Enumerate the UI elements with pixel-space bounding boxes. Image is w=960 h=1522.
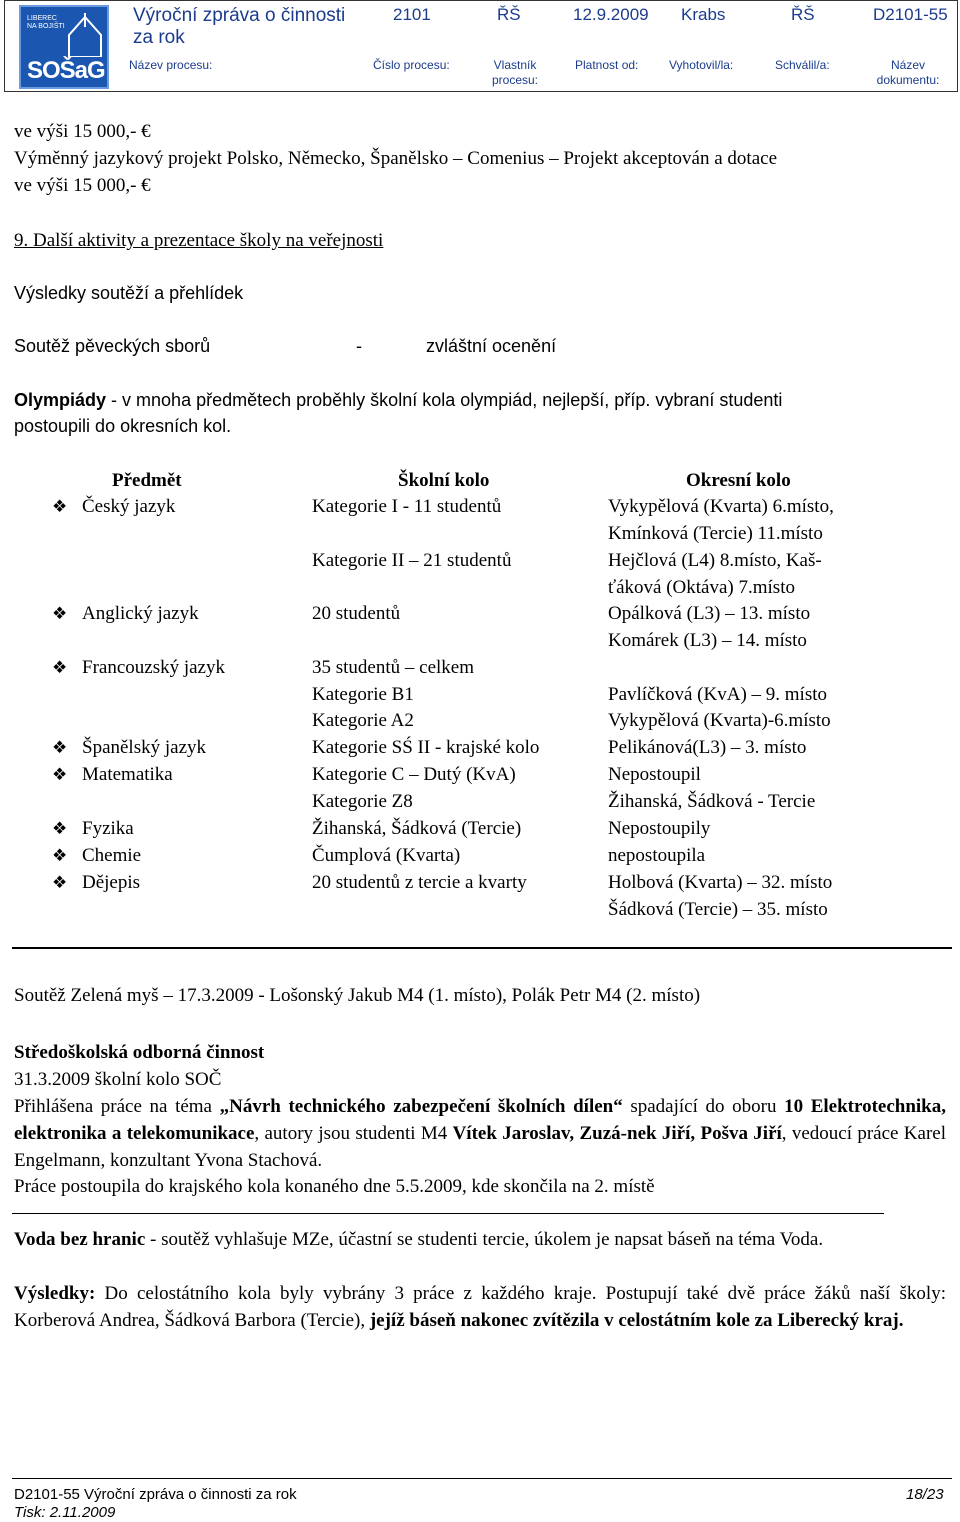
header-valid-from: 12.9.2009 <box>573 5 649 24</box>
table-cell-district: Šádková (Tercie) – 35. místo <box>608 899 828 920</box>
table-cell-school: Kategorie B1 <box>312 684 414 705</box>
soc-heading: Středoškolská odborná činnost <box>14 1042 265 1063</box>
table-cell-district: Žihanská, Šádková - Tercie <box>608 791 816 812</box>
col-district-header: Okresní kolo <box>686 470 791 491</box>
table-cell-school: Kategorie C – Dutý (KvA) <box>312 764 516 785</box>
school-logo <box>19 5 109 89</box>
olympiad-line-1 <box>14 387 782 414</box>
table-cell-district: Komárek (L3) – 14. místo <box>608 630 807 651</box>
diamond-bullet-icon: ❖ <box>52 604 68 623</box>
voda-results-label: Výsledky: <box>14 1283 96 1304</box>
logo-caption: LIBEREC NA BOJIŠTI <box>27 15 65 30</box>
table-cell-district: Holbová (Kvarta) – 32. místo <box>608 872 833 893</box>
soc-field: 10 Elektrotechnika, elektronika a telekomunikace <box>14 1096 946 1144</box>
soc-date-line: 31.3.2009 školní kolo SOČ <box>14 1069 222 1090</box>
soc-text-2: spadající do oboru <box>622 1096 785 1117</box>
document-header <box>4 0 958 92</box>
table-cell-school: 35 studentů – celkem <box>312 657 474 678</box>
label-process-number: Číslo procesu: <box>373 58 450 72</box>
results-heading: Výsledky soutěží a přehlídek <box>14 283 244 303</box>
diamond-bullet-icon: ❖ <box>52 658 68 677</box>
col-subject-header: Předmět <box>112 470 182 491</box>
table-cell-subject: Matematika <box>82 764 173 785</box>
label-valid-from: Platnost od: <box>575 58 639 72</box>
choir-award: zvláštní ocenění <box>426 336 557 356</box>
voda-paragraph <box>14 1226 946 1253</box>
header-prepared-by: Krabs <box>681 5 726 24</box>
header-owner: ŘŠ <box>497 5 521 24</box>
logo-church-icon <box>65 13 105 57</box>
label-owner: Vlastník procesu: <box>491 58 539 87</box>
section-9-heading: 9. Další aktivity a prezentace školy na veřejnosti <box>14 230 384 251</box>
soc-authors: Vítek Jaroslav, Zuzá-nek Jiří, Pošva Jiří <box>452 1123 782 1144</box>
table-cell-district: Vykypělová (Kvarta)-6.místo <box>608 710 831 731</box>
table-cell-subject: Anglický jazyk <box>82 603 199 624</box>
table-cell-district: Pavlíčková (KvA) – 9. místo <box>608 684 828 705</box>
soc-final-line: Práce postoupila do krajského kola konaného dne 5.5.2009, kde skončila na 2. místě <box>14 1176 655 1197</box>
table-cell-district: Pelikánová(L3) – 3. místo <box>608 737 807 758</box>
choir-dash: - <box>356 336 362 356</box>
diamond-bullet-icon: ❖ <box>52 497 68 516</box>
olympiad-text: - v mnoha předmětech proběhly školní kola olympiád, nejlepší, příp. vybraní studenti <box>111 390 783 410</box>
col-school-header: Školní kolo <box>398 470 490 491</box>
diamond-bullet-icon: ❖ <box>52 846 68 865</box>
table-cell-district: Nepostoupily <box>608 818 711 839</box>
intro-line-1: ve výši 15 000,- € <box>14 121 151 142</box>
diamond-bullet-icon: ❖ <box>52 738 68 757</box>
label-process-name: Název procesu: <box>129 58 213 72</box>
table-cell-district: nepostoupila <box>608 845 706 866</box>
soc-paragraph <box>14 1093 946 1174</box>
intro-line-3: ve výši 15 000,- € <box>14 175 151 196</box>
table-cell-district: Opálková (L3) – 13. místo <box>608 603 811 624</box>
voda-title: Voda bez hranic <box>14 1229 146 1250</box>
soc-text-1: Přihlášena práce na téma <box>14 1096 220 1117</box>
table-cell-district: Vykypělová (Kvarta) 6.místo, <box>608 496 834 517</box>
intro-line-2: Výměnný jazykový projekt Polsko, Německo, Španělsko – Comenius – Projekt akceptován a dotace <box>14 148 778 169</box>
label-prepared-by: Vyhotovil/la: <box>669 58 734 72</box>
zelena-mys-line: Soutěž Zelená myš – 17.3.2009 - Lošonský Jakub M4 (1. místo), Polák Petr M4 (2. místo) <box>14 985 701 1006</box>
footer-doc-name: D2101-55 Výroční zpráva o činnosti za rok <box>14 1486 297 1503</box>
table-cell-subject: Dějepis <box>82 872 141 893</box>
choir-competition: Soutěž pěveckých sborů <box>14 336 211 356</box>
table-cell-district: Hejčlová (L4) 8.místo, Kaš- <box>608 550 822 571</box>
table-cell-subject: Francouzský jazyk <box>82 657 225 678</box>
diamond-bullet-icon: ❖ <box>52 819 68 838</box>
table-cell-district: Nepostoupil <box>608 764 701 785</box>
soc-text-4: , vedoucí práce Karel Engelmann, konzultant Yvona Stachová. <box>14 1123 946 1171</box>
table-cell-subject: Chemie <box>82 845 142 866</box>
voda-text: - soutěž vyhlašuje MZe, účastní se studenti tercie, úkolem je napsat báseň na téma Voda. <box>145 1229 824 1250</box>
footer-print-date: Tisk: 2.11.2009 <box>14 1504 116 1521</box>
footer-page-number: 18/23 <box>906 1486 944 1503</box>
header-doc-name: D2101-55 <box>873 5 948 24</box>
table-cell-school: Žihanská, Šádková (Tercie) <box>312 818 522 839</box>
logo-brand: SOŠaG <box>27 57 105 84</box>
table-cell-subject: Český jazyk <box>82 496 176 517</box>
divider <box>12 947 952 949</box>
table-cell-school: Kategorie II – 21 studentů <box>312 550 512 571</box>
table-cell-school: 20 studentů z tercie a kvarty <box>312 872 527 893</box>
label-doc-name: Název dokumentu: <box>876 58 940 87</box>
diamond-bullet-icon: ❖ <box>52 765 68 784</box>
label-approved-by: Schválil/a: <box>775 58 830 72</box>
header-process-number: 2101 <box>393 5 431 24</box>
table-cell-school: Kategorie SŚ II - krajské kolo <box>312 737 540 758</box>
table-cell-district: Kmínková (Tercie) 11.místo <box>608 523 823 544</box>
table-cell-school: Kategorie I - 11 studentů <box>312 496 502 517</box>
table-cell-school: Kategorie A2 <box>312 710 414 731</box>
soc-topic: „Návrh technického zabezpečení školních dílen“ <box>219 1096 623 1117</box>
table-cell-school: Kategorie Z8 <box>312 791 413 812</box>
voda-results-text: Do celostátního kola byly vybrány 3 práce z každého kraje. Postupují také dvě práce žáků naší školy: Korberová Andrea, Šádková Barbora (Tercie), <box>14 1283 946 1331</box>
divider <box>12 1213 884 1214</box>
table-cell-subject: Fyzika <box>82 818 134 839</box>
table-cell-district: ťáková (Oktáva) 7.místo <box>608 577 795 598</box>
voda-results-final: jejíž báseň nakonec zvítězila v celostátním kole za Liberecký kraj. <box>369 1310 904 1331</box>
soc-text-3: , autory jsou studenti M4 <box>254 1123 453 1144</box>
table-cell-school: 20 studentů <box>312 603 401 624</box>
footer-divider <box>12 1478 952 1479</box>
table-cell-school: Čumplová (Kvarta) <box>312 845 461 866</box>
olympiad-line-2: postoupili do okresních kol. <box>14 416 232 436</box>
olympiad-label: Olympiády <box>14 390 107 410</box>
voda-results-paragraph <box>14 1280 946 1334</box>
table-cell-subject: Španělský jazyk <box>82 737 207 758</box>
diamond-bullet-icon: ❖ <box>52 873 68 892</box>
header-title: Výroční zpráva o činnosti za rok <box>133 5 346 48</box>
header-approved-by: ŘŠ <box>791 5 815 24</box>
